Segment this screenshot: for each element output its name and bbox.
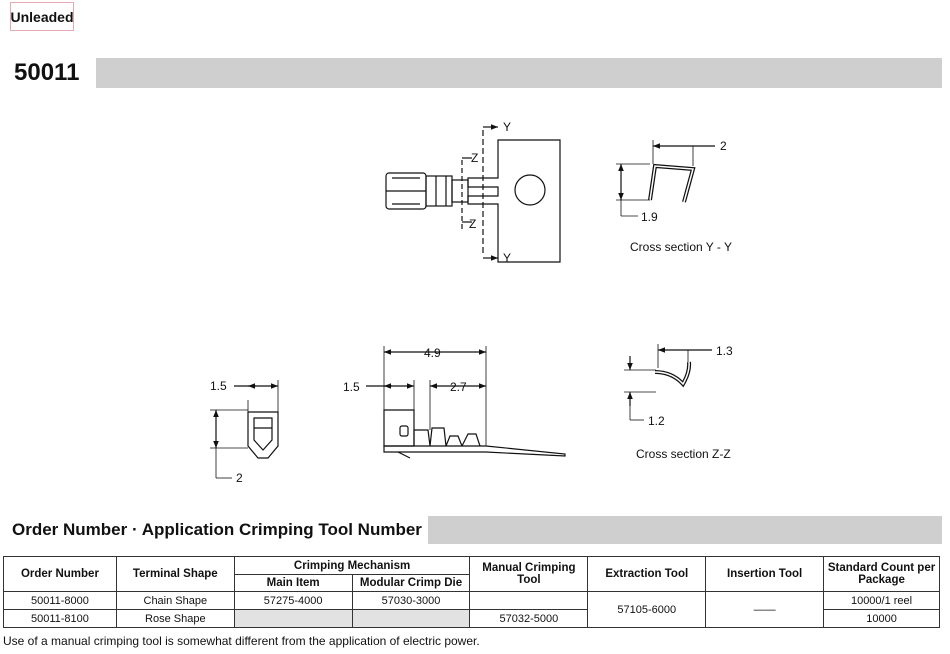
cell-terminal-shape: Chain Shape xyxy=(116,592,234,610)
section-title: Order Number · Application Crimping Tool Number xyxy=(8,516,428,544)
side-total-dim: 4.9 xyxy=(424,346,441,360)
side-left-dim: 1.5 xyxy=(343,380,360,394)
section-mark-z-top: Z xyxy=(471,151,479,165)
zz-width-dim: 1.3 xyxy=(716,344,733,358)
side-view xyxy=(366,346,565,458)
cell-modular-crimp-die: 57030-3000 xyxy=(352,592,470,610)
cross-section-yy xyxy=(616,140,715,216)
cell-extraction-tool: 57105-6000 xyxy=(588,592,706,628)
header-terminal-shape: Terminal Shape xyxy=(116,557,234,592)
zz-caption: Cross section Z-Z xyxy=(636,447,731,461)
cell-standard-count: 10000 xyxy=(824,610,940,628)
cell-insertion-tool: —— xyxy=(706,592,824,628)
header-insertion-tool: Insertion Tool xyxy=(706,557,824,592)
cell-main-item xyxy=(234,610,352,628)
top-view xyxy=(386,127,560,262)
cell-manual-crimping-tool xyxy=(470,592,588,610)
yy-width-dim: 2 xyxy=(720,139,727,153)
front-width-dim: 1.5 xyxy=(210,379,227,393)
header-standard-count: Standard Count per Package xyxy=(824,557,940,592)
cell-standard-count: 10000/1 reel xyxy=(824,592,940,610)
header-extraction-tool: Extraction Tool xyxy=(588,557,706,592)
section-mark-y-top: Y xyxy=(503,120,512,134)
yy-height-dim: 1.9 xyxy=(641,210,658,224)
header-manual-crimping-tool: Manual Crimping Tool xyxy=(470,557,588,592)
order-table xyxy=(3,556,940,628)
header-main-item: Main Item xyxy=(234,575,352,592)
front-view xyxy=(210,380,278,478)
cell-order-number: 50011-8100 xyxy=(4,610,117,628)
cross-section-zz xyxy=(624,344,712,420)
side-right-dim: 2.7 xyxy=(450,380,467,394)
cell-manual-crimping-tool: 57032-5000 xyxy=(470,610,588,628)
section-mark-z-bottom: Z xyxy=(469,217,477,231)
cell-modular-crimp-die xyxy=(352,610,470,628)
part-number-title: 50011 xyxy=(8,58,96,88)
zz-height-dim: 1.2 xyxy=(648,414,665,428)
cell-main-item: 57275-4000 xyxy=(234,592,352,610)
header-modular-crimp-die: Modular Crimp Die xyxy=(352,575,470,592)
table-row xyxy=(4,592,940,610)
header-order-number: Order Number xyxy=(4,557,117,592)
cell-order-number: 50011-8000 xyxy=(4,592,117,610)
yy-caption: Cross section Y - Y xyxy=(630,240,733,254)
unleaded-badge: Unleaded xyxy=(10,2,74,31)
section-mark-y-bottom: Y xyxy=(503,251,512,265)
cell-terminal-shape: Rose Shape xyxy=(116,610,234,628)
header-crimping-mechanism: Crimping Mechanism xyxy=(234,557,470,575)
front-height-dim: 2 xyxy=(236,471,243,485)
footnote: Use of a manual crimping tool is somewhat different from the application of electric power. xyxy=(3,634,480,648)
